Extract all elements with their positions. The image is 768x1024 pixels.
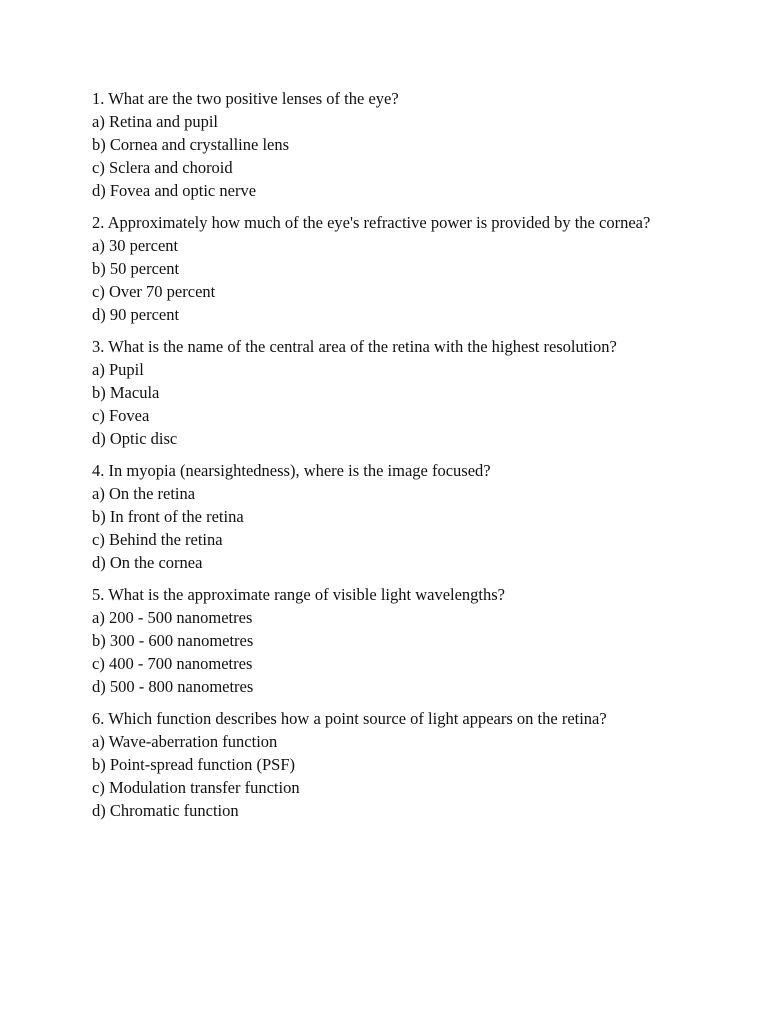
answer-option: d) On the cornea <box>92 553 203 572</box>
answer-option: d) Chromatic function <box>92 801 239 820</box>
answer-option: a) 200 - 500 nanometres <box>92 608 253 627</box>
question-2 <box>92 211 682 326</box>
question-1 <box>92 87 682 202</box>
answer-option: a) 30 percent <box>92 236 179 255</box>
question-text: 3. What is the name of the central area of the retina with the highest resolution? <box>92 337 617 356</box>
answer-option: d) Fovea and optic nerve <box>92 181 257 200</box>
answer-option: b) Cornea and crystalline lens <box>92 135 290 154</box>
answer-option: d) 90 percent <box>92 305 180 324</box>
answer-option: c) Sclera and choroid <box>92 158 233 177</box>
answer-option: b) In front of the retina <box>92 507 244 526</box>
question-text: 6. Which function describes how a point source of light appears on the retina? <box>92 709 607 728</box>
answer-option: c) Over 70 percent <box>92 282 216 301</box>
answer-option: d) 500 - 800 nanometres <box>92 677 254 696</box>
answer-option: b) 300 - 600 nanometres <box>92 631 254 650</box>
answer-option: a) Retina and pupil <box>92 112 219 131</box>
question-text: 1. What are the two positive lenses of the eye? <box>92 89 399 108</box>
question-4 <box>92 459 682 574</box>
question-5 <box>92 583 682 698</box>
answer-option: c) Behind the retina <box>92 530 223 549</box>
answer-option: a) Pupil <box>92 360 144 379</box>
quiz-document <box>92 87 682 831</box>
answer-option: c) Fovea <box>92 406 150 425</box>
answer-option: b) Point-spread function (PSF) <box>92 755 296 774</box>
question-text: 5. What is the approximate range of visible light wavelengths? <box>92 585 505 604</box>
answer-option: c) Modulation transfer function <box>92 778 300 797</box>
question-3 <box>92 335 682 450</box>
answer-option: b) 50 percent <box>92 259 180 278</box>
question-text: 4. In myopia (nearsightedness), where is the image focused? <box>92 461 491 480</box>
answer-option: a) On the retina <box>92 484 196 503</box>
answer-option: a) Wave-aberration function <box>92 732 278 751</box>
question-6 <box>92 707 682 822</box>
answer-option: c) 400 - 700 nanometres <box>92 654 253 673</box>
answer-option: b) Macula <box>92 383 160 402</box>
question-text: 2. Approximately how much of the eye's refractive power is provided by the cornea? <box>92 213 651 232</box>
answer-option: d) Optic disc <box>92 429 178 448</box>
